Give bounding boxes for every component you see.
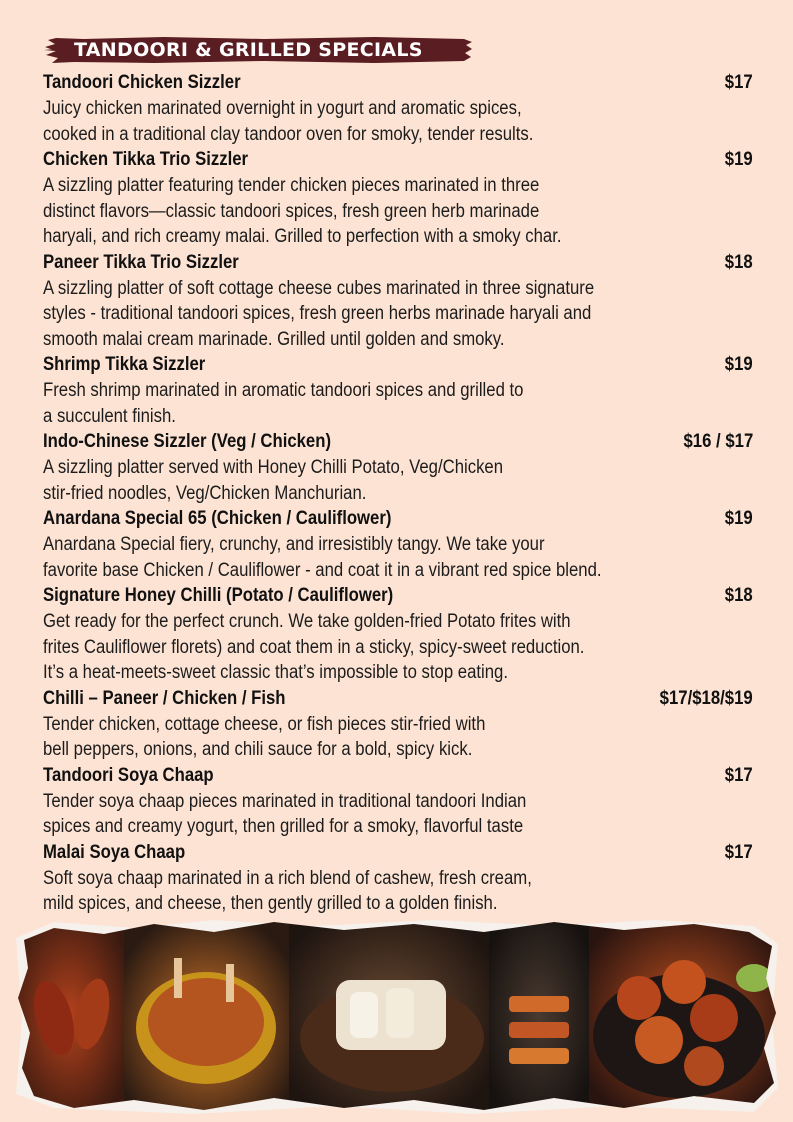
description-line: a succulent finish. xyxy=(43,405,176,427)
description-line: mild spices, and cheese, then gently grilled to a golden finish. xyxy=(43,893,498,914)
item-price: $18 xyxy=(725,585,753,606)
item-description xyxy=(43,455,753,506)
section-banner xyxy=(44,36,474,64)
description-line: Anardana Special fiery, crunchy, and irresistibly tangy. We take your xyxy=(43,534,545,555)
item-description xyxy=(43,378,753,429)
item-name: Shrimp Tikka Sizzler xyxy=(43,354,206,375)
item-description xyxy=(43,96,753,147)
menu-item xyxy=(43,429,753,506)
item-name: Malai Soya Chaap xyxy=(43,841,186,863)
item-price: $17/$18/$19 xyxy=(660,687,753,709)
description-line: distinct flavors—classic tandoori spices, fresh green herb marinade xyxy=(43,200,540,222)
item-description xyxy=(43,712,753,763)
item-price: $17 xyxy=(725,841,753,863)
description-line: Tender chicken, cottage cheese, or fish pieces stir-fried with xyxy=(43,713,486,735)
item-price: $17 xyxy=(725,72,753,93)
item-price: $16 / $17 xyxy=(683,431,753,452)
item-price: $17 xyxy=(725,764,753,786)
menu-item xyxy=(43,70,753,147)
description-line: Get ready for the perfect crunch. We take golden-fried Potato frites with xyxy=(43,611,571,632)
menu-item xyxy=(43,840,753,917)
description-line: bell peppers, onions, and chili sauce for a bold, spicy kick. xyxy=(43,739,473,760)
description-line: styles - traditional tandoori spices, fresh green herbs marinade haryali and xyxy=(43,303,592,324)
item-name: Signature Honey Chilli (Potato / Cauliflower) xyxy=(43,585,394,606)
menu-item xyxy=(43,250,753,353)
item-description xyxy=(43,173,753,250)
menu-item xyxy=(43,147,753,250)
menu-list xyxy=(43,70,753,917)
description-line: frites Cauliflower florets) and coat them in a sticky, spicy-sweet reduction. xyxy=(43,636,585,658)
item-name: Chicken Tikka Trio Sizzler xyxy=(43,149,249,170)
item-price: $19 xyxy=(725,354,753,375)
description-line: Fresh shrimp marinated in aromatic tandoori spices and grilled to xyxy=(43,380,524,401)
page-title: TANDOORI & GRILLED SPECIALS xyxy=(74,39,423,61)
menu-item xyxy=(43,506,753,583)
menu-item xyxy=(43,352,753,429)
description-line: It’s a heat-meets-sweet classic that’s impossible to stop eating. xyxy=(43,662,508,683)
item-description xyxy=(43,866,753,917)
description-line: Soft soya chaap marinated in a rich blend of cashew, fresh cream, xyxy=(43,867,532,889)
description-line: cooked in a traditional clay tandoor oven for smoky, tender results. xyxy=(43,123,534,145)
description-line: Tender soya chaap pieces marinated in traditional tandoori Indian xyxy=(43,790,527,812)
menu-item xyxy=(43,763,753,840)
item-description xyxy=(43,609,753,686)
description-line: stir-fried noodles, Veg/Chicken Manchurian. xyxy=(43,482,367,504)
description-line: Juicy chicken marinated overnight in yogurt and aromatic spices, xyxy=(43,98,522,119)
description-line: smooth malai cream marinade. Grilled until golden and smoky. xyxy=(43,328,505,350)
item-price: $18 xyxy=(725,251,753,273)
menu-item xyxy=(43,583,753,686)
menu-item xyxy=(43,686,753,763)
description-line: A sizzling platter featuring tender chicken pieces marinated in three xyxy=(43,175,540,196)
description-line: spices and creamy yogurt, then grilled for a smoky, flavorful taste xyxy=(43,816,524,837)
item-name: Tandoori Soya Chaap xyxy=(43,764,214,786)
item-price: $19 xyxy=(725,149,753,170)
description-line: A sizzling platter served with Honey Chilli Potato, Veg/Chicken xyxy=(43,457,504,478)
item-description xyxy=(43,532,753,583)
food-photo-strip xyxy=(14,918,779,1114)
description-line: A sizzling platter of soft cottage cheese cubes marinated in three signature xyxy=(43,277,595,299)
item-description xyxy=(43,789,753,840)
description-line: favorite base Chicken / Cauliflower - and coat it in a vibrant red spice blend. xyxy=(43,559,602,581)
item-name: Indo-Chinese Sizzler (Veg / Chicken) xyxy=(43,431,332,452)
item-name: Paneer Tikka Trio Sizzler xyxy=(43,251,239,273)
item-name: Chilli – Paneer / Chicken / Fish xyxy=(43,687,286,709)
description-line: haryali, and rich creamy malai. Grilled to perfection with a smoky char. xyxy=(43,226,562,247)
item-name: Anardana Special 65 (Chicken / Cauliflower) xyxy=(43,508,392,529)
item-description xyxy=(43,276,753,353)
item-name: Tandoori Chicken Sizzler xyxy=(43,72,241,93)
food-collage-image xyxy=(14,918,779,1114)
item-price: $19 xyxy=(725,508,753,529)
